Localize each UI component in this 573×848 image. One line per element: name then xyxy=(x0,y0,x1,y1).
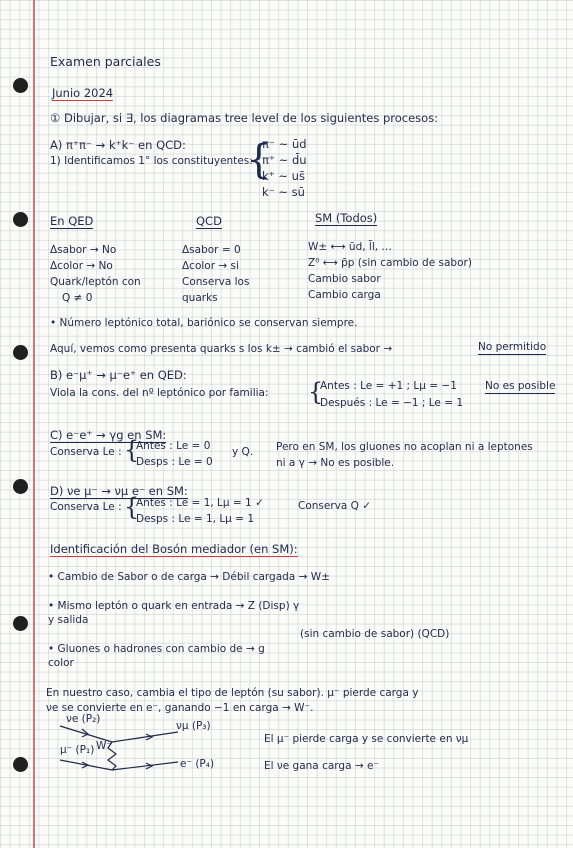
page-title: Examen parciales xyxy=(50,54,161,69)
q1-title: ① Dibujar, si ∃, los diagramas tree level de los siguientes procesos: xyxy=(50,111,439,125)
d-despues: Desps : Le = 1, Lμ = 1 xyxy=(136,513,255,525)
qcd-line: Δcolor → si xyxy=(182,260,239,272)
b-antes: Antes : Le = +1 ; Lμ = −1 xyxy=(320,380,457,392)
fermion-line xyxy=(60,760,112,770)
c-despues: Desps : Le = 0 xyxy=(136,456,213,468)
diagram-text: El νe gana carga → e⁻ xyxy=(264,760,379,772)
final-line: En nuestro caso, cambia el tipo de leptón (su sabor). μ⁻ pierde carga y xyxy=(46,687,419,699)
diagram-boson-label: W⁻ xyxy=(96,740,112,752)
sm-heading: SM (Todos) xyxy=(315,211,378,225)
b-line: Viola la cons. del nº leptónico por familia: xyxy=(50,387,269,399)
diagram-text: El μ⁻ pierde carga y se convierte en νμ xyxy=(264,733,469,745)
qed-line: Δsabor → No xyxy=(50,244,117,256)
c-yq: y Q. xyxy=(232,446,254,458)
final-line: νe se convierte en e⁻, ganando −1 en carga → W⁻. xyxy=(46,702,314,714)
brace: { xyxy=(124,436,140,464)
qed-line: Quark/leptón con xyxy=(50,276,141,288)
sm-line: Z⁰ ⟷ p̄p (sin cambio de sabor) xyxy=(308,257,472,269)
fermion-line xyxy=(112,732,178,742)
note-kaons: Aquí, vemos como presenta quarks s los k± → cambió el sabor → xyxy=(50,343,393,355)
qcd-line: Conserva los xyxy=(182,276,250,288)
ident-item: y salida xyxy=(48,614,89,626)
b-heading: B) e⁻μ⁺ → μ⁻e⁺ en QED: xyxy=(50,368,187,382)
constituent: π⁺ ~ d̄u xyxy=(262,153,307,167)
date-heading: Junio 2024 xyxy=(52,86,114,100)
brace: { xyxy=(124,493,140,521)
sm-line: Cambio sabor xyxy=(308,273,381,285)
q1-a-heading: A) π⁺π⁻ → k⁺k⁻ en QCD: xyxy=(50,138,186,152)
sm-line: W± ⟷ ūd, l̄l, … xyxy=(308,241,392,253)
c-but-line: ni a γ → No es posible. xyxy=(276,457,395,469)
d-charge: Conserva Q ✓ xyxy=(298,500,372,512)
d-line: Conserva Le : xyxy=(50,501,122,513)
ident-note: (sin cambio de sabor) (QCD) xyxy=(300,628,450,640)
fermion-line xyxy=(112,762,178,770)
diagram-out-label: νμ (P₃) xyxy=(176,720,211,732)
qed-line: Δcolor → No xyxy=(50,260,113,272)
ident-item: color xyxy=(48,657,74,669)
ident-heading: Identificación del Bosón mediador (en SM): xyxy=(50,542,298,556)
qed-heading: En QED xyxy=(50,214,94,228)
c-but-line: Pero en SM, los gluones no acoplan ni a leptones xyxy=(276,441,533,453)
brace: { xyxy=(246,137,272,183)
not-allowed-box: No permitido xyxy=(478,341,547,353)
constituent: π⁻ ~ ūd xyxy=(262,137,307,151)
diagram-in-label: μ⁻ (P₁) xyxy=(60,744,95,756)
constituent: k⁺ ~ us̄ xyxy=(262,169,305,183)
qcd-heading: QCD xyxy=(196,214,222,228)
qed-line: Q ≠ 0 xyxy=(62,292,93,304)
note-conservation: • Número leptónico total, bariónico se conservan siempre. xyxy=(50,317,358,329)
b-despues: Después : Le = −1 ; Le = 1 xyxy=(320,397,464,409)
b-not-possible: No es posible xyxy=(485,380,556,392)
q1-a-identify: 1) Identificamos 1° los constituyentes: xyxy=(50,155,253,167)
qcd-line: Δsabor = 0 xyxy=(182,244,241,256)
c-line: Conserva Le : xyxy=(50,446,122,458)
sm-line: Cambio carga xyxy=(308,289,381,301)
c-heading: C) e⁻e⁺ → γg en SM: xyxy=(50,428,167,442)
d-antes: Antes : Le = 1, Lμ = 1 ✓ xyxy=(136,497,264,509)
brace: { xyxy=(308,378,324,406)
constituent: k⁻ ~ sū xyxy=(262,185,305,199)
ident-item: • Mismo leptón o quark en entrada → Z (Disp) γ xyxy=(48,600,300,612)
diagram-in-label: νe (P₂) xyxy=(66,713,101,725)
ident-item: • Cambio de Sabor o de carga → Débil cargada → W± xyxy=(48,571,330,583)
qcd-line: quarks xyxy=(182,292,218,304)
d-heading: D) νe μ⁻ → νμ e⁻ en SM: xyxy=(50,484,188,498)
ident-item: • Gluones o hadrones con cambio de → g xyxy=(48,643,265,655)
diagram-out-label: e⁻ (P₄) xyxy=(180,758,215,770)
c-antes: Antes : Le = 0 xyxy=(136,440,211,452)
